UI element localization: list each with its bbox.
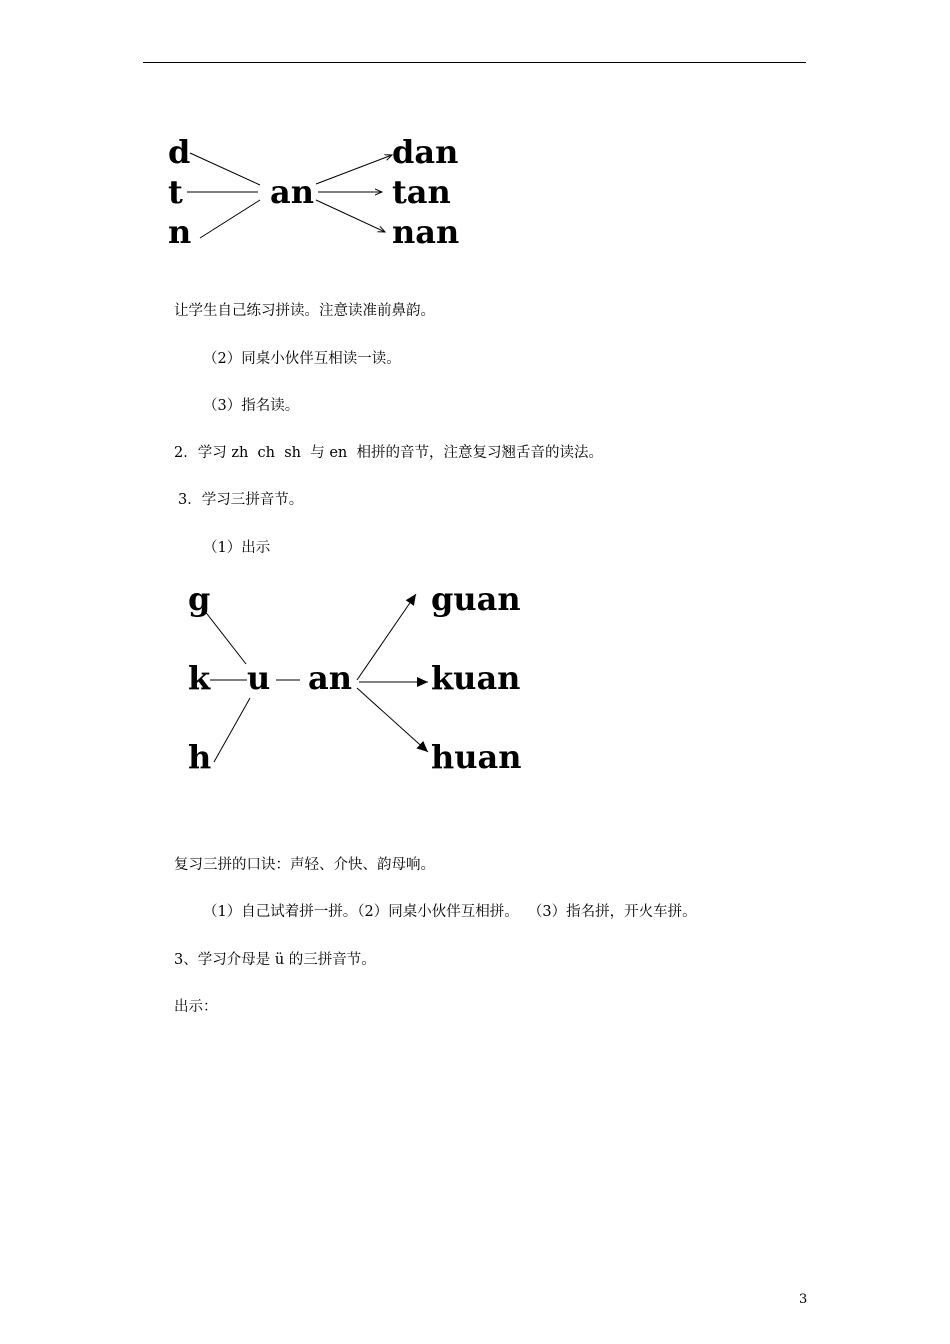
final-an: an <box>270 173 314 211</box>
initial-d: d <box>168 133 191 171</box>
result-kuan: kuan <box>431 659 521 697</box>
paragraph-5: 3．学习三拼音节。 <box>178 492 304 508</box>
paragraph-7: 复习三拼的口诀：声轻、介快、韵母响。 <box>174 857 435 873</box>
final-an: an <box>308 659 352 697</box>
paragraph-10: 出示： <box>174 999 218 1015</box>
medial-u: u <box>247 659 271 697</box>
result-guan: guan <box>431 580 521 618</box>
result-dan: dan <box>392 133 459 171</box>
paragraph-2: （2）同桌小伙伴互相读一读。 <box>203 351 401 367</box>
result-tan: tan <box>392 173 451 211</box>
initial-g: g <box>188 580 211 618</box>
paragraph-3: （3）指名读。 <box>203 398 300 414</box>
result-huan: huan <box>431 738 522 776</box>
header-rule <box>143 62 806 63</box>
paragraph-9: 3、学习介母是 ü 的三拼音节。 <box>174 952 376 968</box>
result-nan: nan <box>392 213 460 251</box>
initial-k: k <box>188 659 211 697</box>
paragraph-6: （1）出示 <box>203 540 271 556</box>
paragraph-8: （1）自己试着拼一拼。（2）同桌小伙伴互相拼。 （3）指名拼，开火车拼。 <box>203 904 697 920</box>
paragraph-4: 2．学习 zh ch sh 与 en 相拼的音节，注意复习翘舌音的读法。 <box>174 445 603 461</box>
pinyin-diagram-uan <box>180 572 540 782</box>
initial-h: h <box>188 738 212 776</box>
paragraph-1: 让学生自己练习拼读。注意读准前鼻韵。 <box>174 303 435 319</box>
page-number: 3 <box>799 1292 808 1307</box>
initial-t: t <box>168 173 183 211</box>
pinyin-diagram-an <box>160 128 470 258</box>
initial-n: n <box>168 213 192 251</box>
